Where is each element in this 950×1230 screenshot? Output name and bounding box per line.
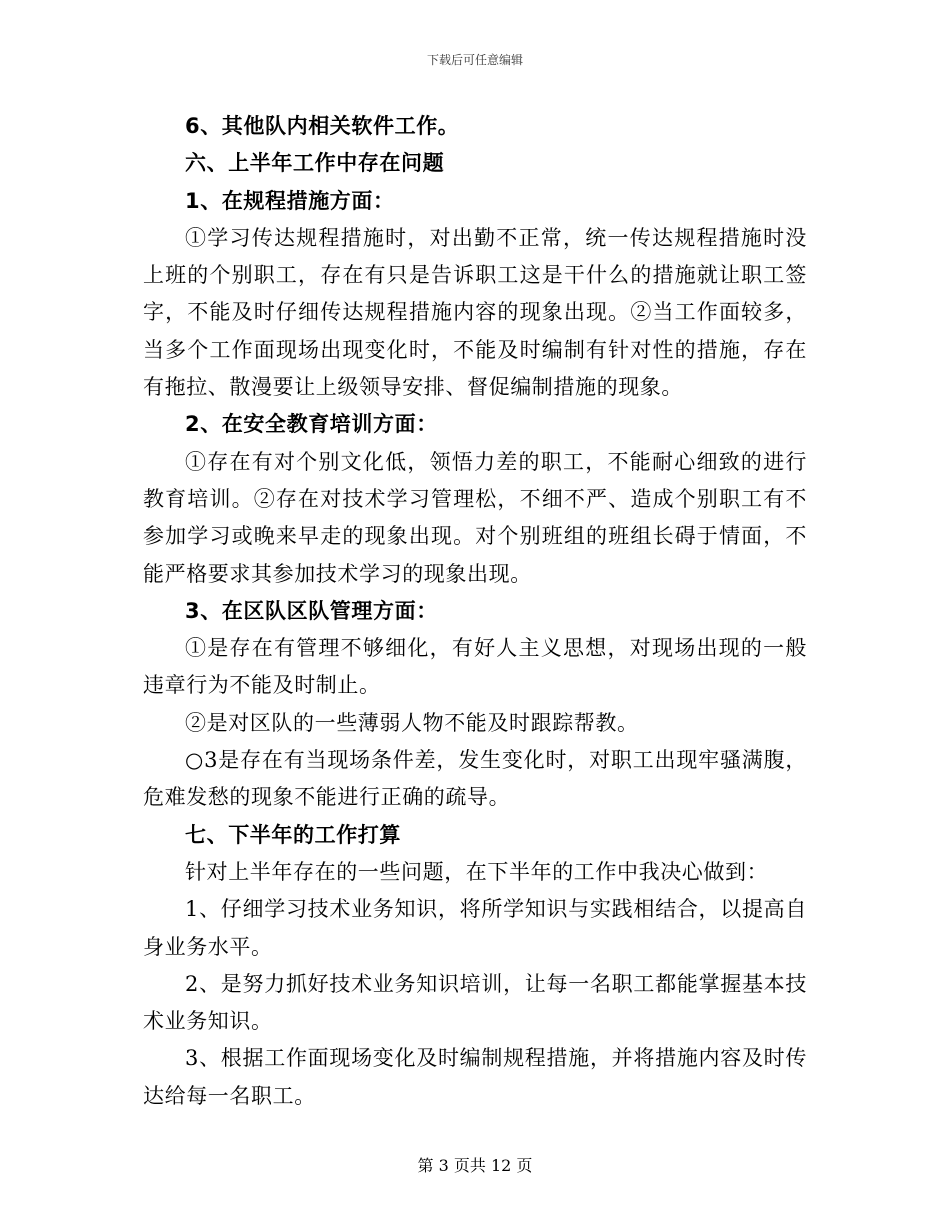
- subheading-regulations: 1、在规程措施方面：: [185, 188, 395, 213]
- paragraph-training-issues: ①存在有对个别文化低，领悟力差的职工，不能耐心细致的进行教育培训。②存在对技术学习管理松，不细不严、造成个别职工有不参加学习或晚来早走的现象出现。对个别班组的班组长碍于情面，不能严格要求其参加技术学习的现象出现。: [143, 449, 807, 586]
- paragraph-management-issue-1: ①是存在有管理不够细化，有好人主义思想，对现场出现的一般违章行为不能及时制止。: [143, 636, 807, 698]
- paragraph-plan-3: 3、根据工作面现场变化及时编制规程措施，并将措施内容及时传达给每一名职工。: [143, 1046, 807, 1108]
- paragraph-regulations-issues: ①学习传达规程措施时，对出勤不正常，统一传达规程措施时没上班的个别职工，存在有只是告诉职工这是干什么的措施就让职工签字，不能及时仔细传达规程措施内容的现象出现。②当工作面较多，当多个工作面现场出现变化时，不能及时编制有针对性的措施，存在有拖拉、散漫要让上级领导安排、督促编制措施的现象。: [143, 225, 807, 400]
- page-header: 下载后可任意编辑: [426, 53, 523, 67]
- paragraph-plan-1: 1、仔细学习技术业务知识，将所学知识与实践相结合，以提高自身业务水平。: [143, 897, 807, 959]
- page-number: 第 3 页共 12 页: [417, 1156, 533, 1175]
- document-body: [143, 108, 807, 1115]
- section-heading-problems: 六、上半年工作中存在问题: [185, 151, 445, 176]
- paragraph-heading-software-work: 6、其他队内相关软件工作。: [185, 114, 460, 138]
- section-heading-plans: 七、下半年的工作打算: [185, 822, 401, 847]
- paragraph-plan-2: 2、是努力抓好技术业务知识培训，让每一名职工都能掌握基本技术业务知识。: [143, 971, 807, 1034]
- paragraph-management-issue-3: ○3是存在有当现场条件差，发生变化时，对职工出现牢骚满腹，危难发愁的现象不能进行正确的疏导。: [143, 748, 807, 810]
- subheading-team-management: 3、在区队区队管理方面：: [185, 598, 438, 623]
- subheading-safety-training: 2、在安全教育培训方面：: [185, 412, 438, 437]
- paragraph-plans-intro: 针对上半年存在的一些问题，在下半年的工作中我决心做到：: [185, 859, 769, 884]
- paragraph-management-issue-2: ②是对区队的一些薄弱人物不能及时跟踪帮教。: [185, 710, 639, 735]
